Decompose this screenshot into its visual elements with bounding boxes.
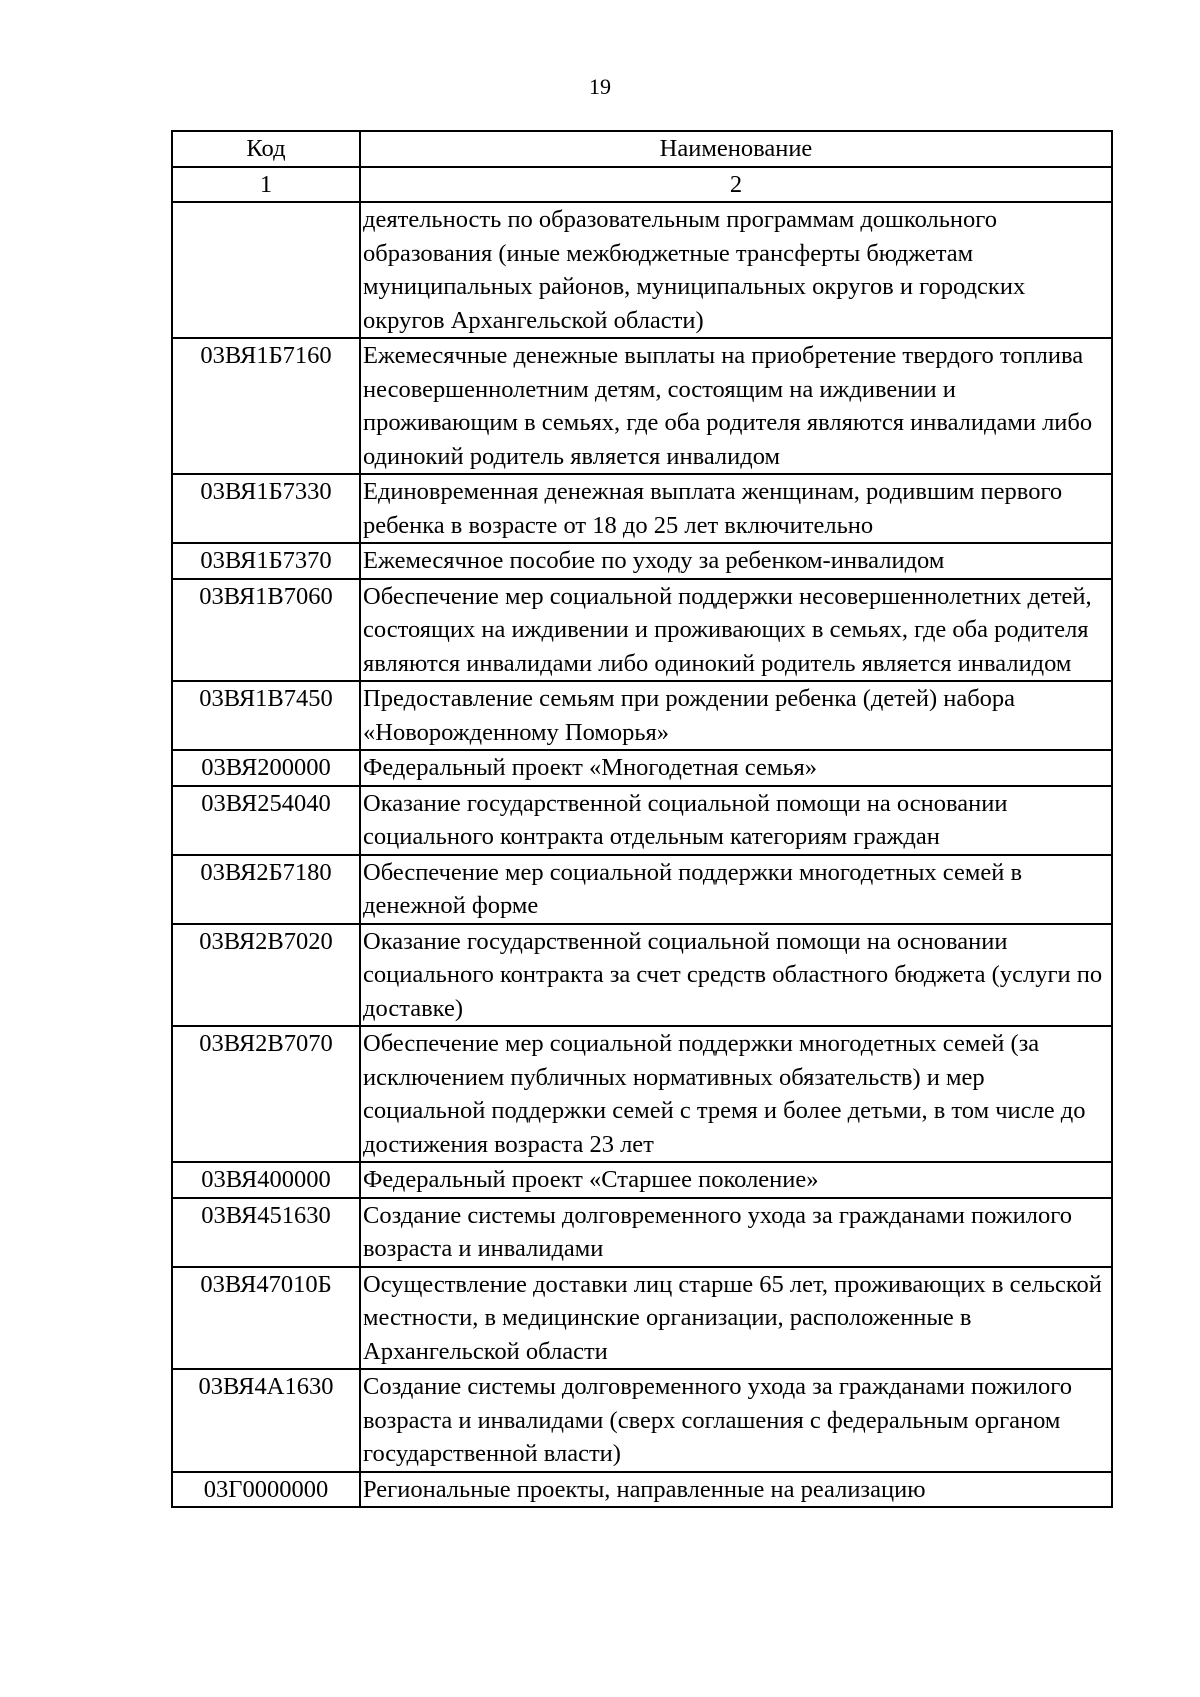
table-row <box>172 474 1112 543</box>
table-row <box>172 543 1112 579</box>
row-name: Осуществление доставки лиц старше 65 лет, проживающих в сельской местности, в медицинские организации, расположенные в Архангельской области <box>360 1267 1112 1370</box>
row-code: 03ВЯ1В7060 <box>172 579 360 682</box>
row-name: Предоставление семьям при рождении ребенка (детей) набора «Новорожденному Поморья» <box>360 681 1112 750</box>
table-row <box>172 1026 1112 1162</box>
row-code: 03ВЯ1Б7160 <box>172 338 360 474</box>
row-code: 03ВЯ1В7450 <box>172 681 360 750</box>
table-row <box>172 786 1112 855</box>
row-name: Оказание государственной социальной помощи на основании социального контракта отдельным категориям граждан <box>360 786 1112 855</box>
table-row <box>172 1198 1112 1267</box>
row-code: 03Г0000000 <box>172 1472 360 1508</box>
row-code: 03ВЯ1Б7330 <box>172 474 360 543</box>
table-row <box>172 202 1112 338</box>
header-name: Наименование <box>360 131 1112 167</box>
row-name: Создание системы долговременного ухода за гражданами пожилого возраста и инвалидами <box>360 1198 1112 1267</box>
table-row <box>172 1267 1112 1370</box>
row-name: Оказание государственной социальной помощи на основании социального контракта за счет средств областного бюджета (услуги по доставке) <box>360 924 1112 1027</box>
row-code: 03ВЯ47010Б <box>172 1267 360 1370</box>
row-name: Обеспечение мер социальной поддержки несовершеннолетних детей, состоящих на иждивении и проживающих в семьях, где оба родителя являются инвалидами либо одинокий родитель является инвалидом <box>360 579 1112 682</box>
row-name: Обеспечение мер социальной поддержки многодетных семей (за исключением публичных нормативных обязательств) и мер социальной поддержки семей с тремя и более детьми, в том числе до достижения возраста 23 лет <box>360 1026 1112 1162</box>
row-name: Федеральный проект «Старшее поколение» <box>360 1162 1112 1198</box>
column-number-name: 2 <box>360 167 1112 203</box>
row-code <box>172 202 360 338</box>
row-code: 03ВЯ2В7070 <box>172 1026 360 1162</box>
column-number-row <box>172 167 1112 203</box>
table-row <box>172 750 1112 786</box>
row-name: Ежемесячное пособие по уходу за ребенком-инвалидом <box>360 543 1112 579</box>
row-name: Ежемесячные денежные выплаты на приобретение твердого топлива несовершеннолетним детям, состоящим на иждивении и проживающим в семьях, где оба родителя являются инвалидами либо одинокий родитель является инвалидом <box>360 338 1112 474</box>
row-name: Создание системы долговременного ухода за гражданами пожилого возраста и инвалидами (сверх соглашения с федеральным органом государственной власти) <box>360 1369 1112 1472</box>
row-name: Региональные проекты, направленные на реализацию <box>360 1472 1112 1508</box>
row-code: 03ВЯ2В7020 <box>172 924 360 1027</box>
row-code: 03ВЯ400000 <box>172 1162 360 1198</box>
column-number-code: 1 <box>172 167 360 203</box>
row-code: 03ВЯ4А1630 <box>172 1369 360 1472</box>
row-name: деятельность по образовательным программам дошкольного образования (иные межбюджетные трансферты бюджетам муниципальных районов, муниципальных округов и городских округов Архангельской области) <box>360 202 1112 338</box>
table-row <box>172 1162 1112 1198</box>
row-name: Обеспечение мер социальной поддержки многодетных семей в денежной форме <box>360 855 1112 924</box>
row-code: 03ВЯ254040 <box>172 786 360 855</box>
table-row <box>172 1472 1112 1508</box>
table-row <box>172 855 1112 924</box>
table-row <box>172 681 1112 750</box>
row-name: Федеральный проект «Многодетная семья» <box>360 750 1112 786</box>
table-row <box>172 924 1112 1027</box>
row-name: Единовременная денежная выплата женщинам, родившим первого ребенка в возрасте от 18 до 25 лет включительно <box>360 474 1112 543</box>
row-code: 03ВЯ200000 <box>172 750 360 786</box>
table-row <box>172 579 1112 682</box>
row-code: 03ВЯ1Б7370 <box>172 543 360 579</box>
row-code: 03ВЯ451630 <box>172 1198 360 1267</box>
row-code: 03ВЯ2Б7180 <box>172 855 360 924</box>
table-row <box>172 1369 1112 1472</box>
codes-table <box>171 130 1113 1508</box>
header-code: Код <box>172 131 360 167</box>
table-header-row <box>172 131 1112 167</box>
table-row <box>172 338 1112 474</box>
page-number: 19 <box>589 74 611 99</box>
